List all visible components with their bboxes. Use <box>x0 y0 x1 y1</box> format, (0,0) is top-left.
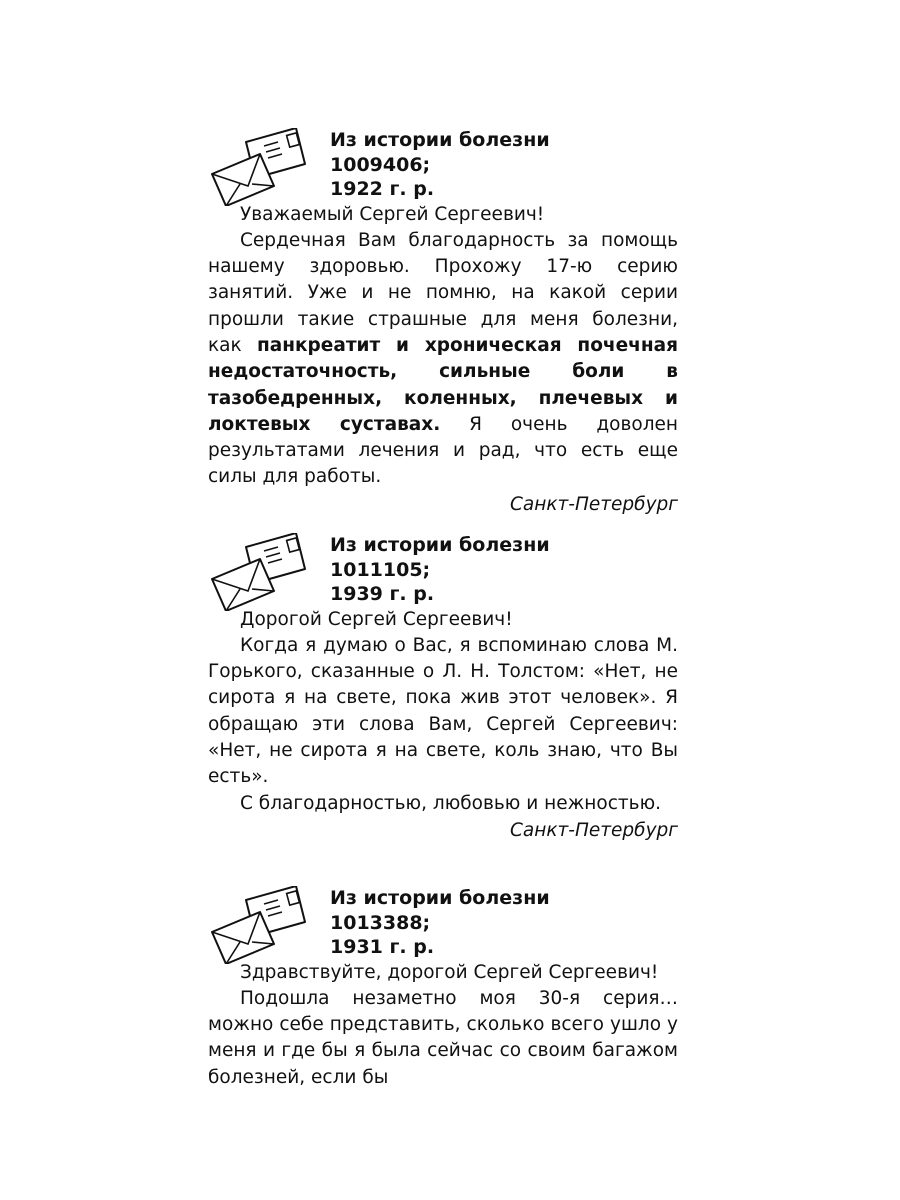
letter-body <box>208 202 678 491</box>
signature-city: Санкт-Петербург <box>510 819 678 841</box>
text-span: Я очень доволен результатами лечения и рад, что есть еще силы для работы. <box>208 413 678 488</box>
birth-year: 1939 г. р. <box>330 583 435 605</box>
case-header <box>330 886 678 960</box>
birth-year: 1931 г. р. <box>330 936 435 958</box>
case-number: 1011105; <box>330 558 431 581</box>
case-title: Из истории болезни <box>330 129 550 151</box>
greeting: Дорогой Сергей Сергеевич! <box>240 608 513 630</box>
envelope-postcard-icon <box>208 128 306 206</box>
letter-entry <box>208 128 678 519</box>
letter-entry <box>208 886 678 1091</box>
case-header <box>330 128 678 202</box>
birth-year: 1922 г. р. <box>330 178 435 200</box>
text-span: Сердечная Вам благодарность за помощь нашему здоровью. Прохожу 17-ю серию занятий. Уже и не помню, на какой серии прошли такие страшные для меня болезни, как <box>208 229 678 356</box>
greeting: Здравствуйте, дорогой Сергей Сергеевич! <box>240 961 659 983</box>
case-number: 1013388; <box>330 911 431 934</box>
envelope-postcard-icon <box>208 533 306 611</box>
letter-body <box>208 960 678 1091</box>
case-title: Из истории болезни <box>330 887 550 909</box>
signature-city: Санкт-Петербург <box>510 493 678 515</box>
letter-body <box>208 607 678 817</box>
case-header <box>330 533 678 607</box>
letter-paragraph <box>208 228 678 491</box>
case-title: Из истории болезни <box>330 534 550 556</box>
letter-paragraph: С благодарностью, любовью и нежностью. <box>240 792 662 814</box>
case-number: 1009406; <box>330 153 431 176</box>
letter-entry <box>208 533 678 845</box>
emphasis-text: панкреатит и хроническая почечная недостаточность, сильные боли в тазобедренных, коленных, плечевых и локтевых суставах. <box>208 334 678 435</box>
letter-paragraph: Когда я думаю о Вас, я вспоминаю слова М. Горького, сказанные о Л. Н. Толстом: «Нет, не сирота я на свете, пока жив этот человек». Я обращаю эти слова Вам, Сергей Сергеевич: «Нет, не сирота я на свете, коль знаю, что Вы есть». <box>208 634 678 788</box>
greeting: Уважаемый Сергей Сергеевич! <box>240 203 545 225</box>
envelope-postcard-icon <box>208 886 306 964</box>
letter-paragraph: Подошла незаметно моя 30-я серия… можно себе представить, сколько всего ушло у меня и где бы я была сейчас со своим багажом болезней, если бы <box>208 987 678 1088</box>
